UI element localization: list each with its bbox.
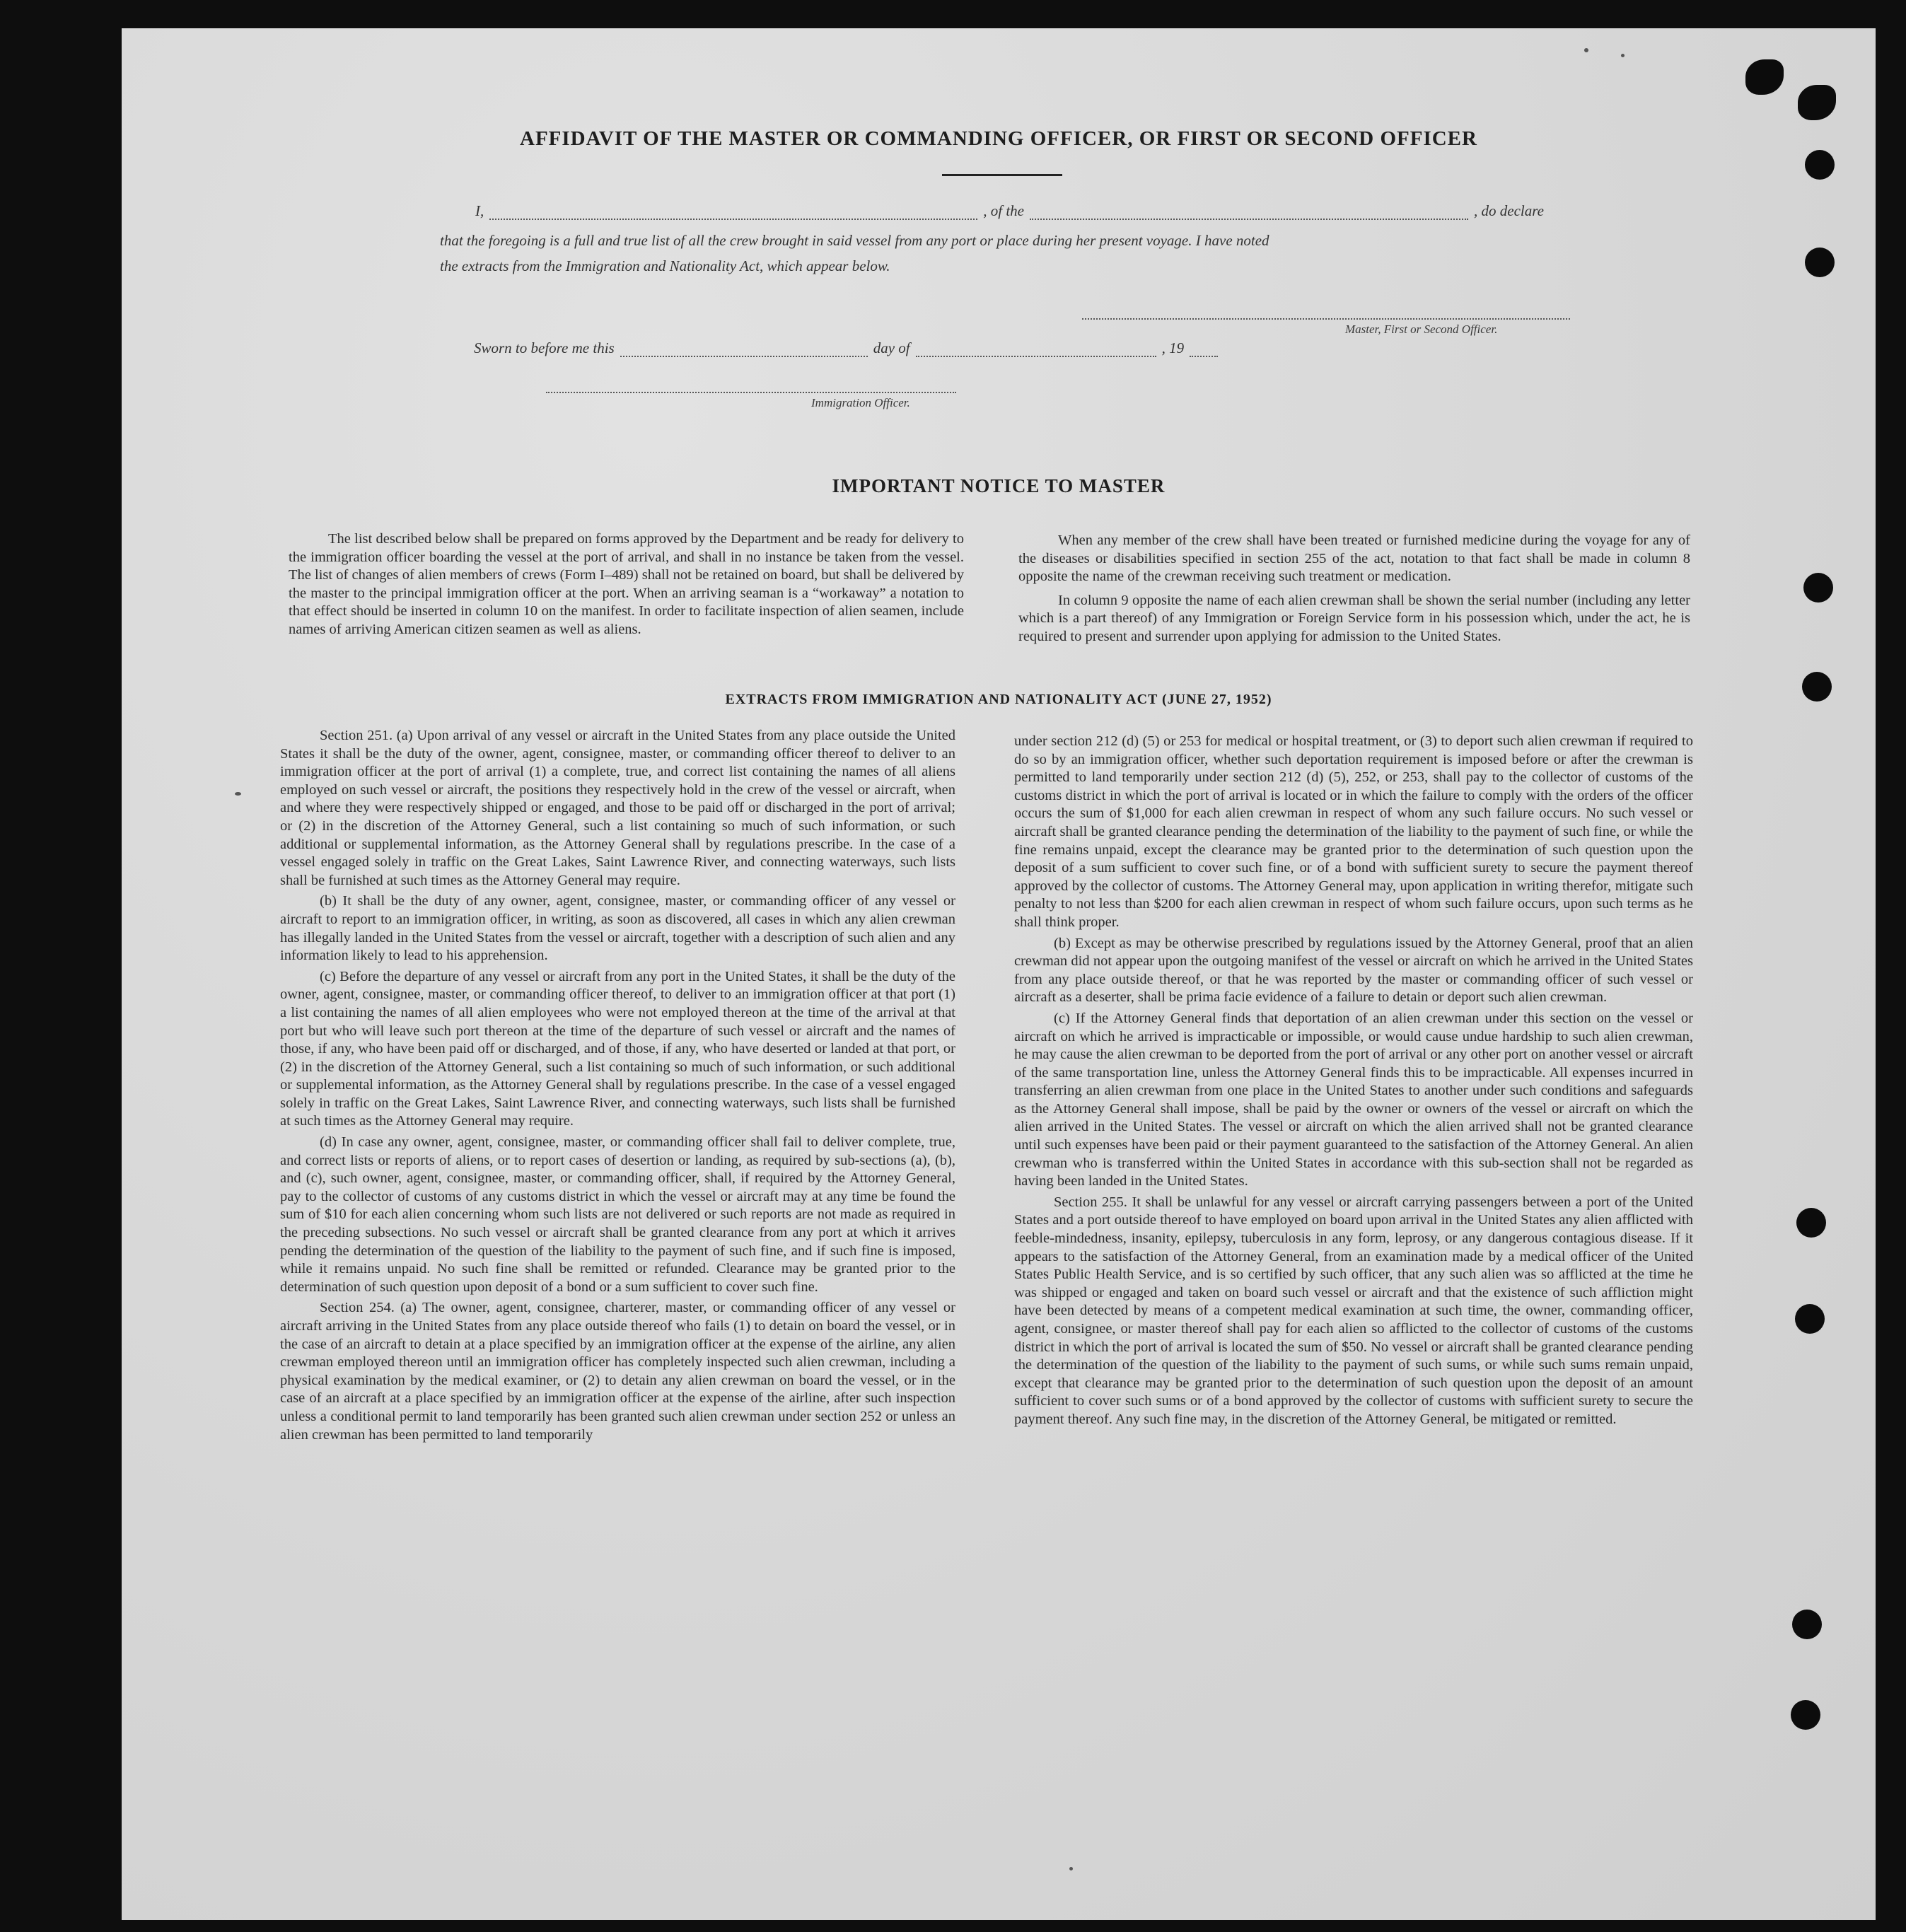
section-254a: Section 254. (a) The owner, agent, consignee, charterer, master, or commanding officer of any vessel or aircraft arriving in the United States from any place outside thereof who fails (1) to detain on board the vessel, or in the case of an aircraft to detain at a place specified by an immigration officer at the expense of the airline, any alien crewman employed thereon until an immigration officer has completely inspected such alien crewman, including a physical examination by the medical examiner, or (2) to detain any alien crewman on board the vessel, or in the case of an aircraft at a place specified by an immigration officer at the expense of the airline, after such inspection unless a conditional permit to land temporarily has been granted such alien crewman under section 252 or unless an alien crewman has been permitted to land temporarily <box>280 1300 955 1443</box>
i-label: I, <box>475 202 484 219</box>
sworn-day-field[interactable] <box>620 343 868 357</box>
sworn-line <box>474 339 1224 357</box>
section-254a-continued: under section 212 (d) (5) or 253 for medical or hospital treatment, or (3) to deport such alien crewman if required to do so by an immigration officer, whether such deportation requirement is imposed before or after the crewman is permitted to land temporarily under section 212 (d) (5), 252, or 253, shall pay to the collector of customs of the customs district in which the port of arrival is located or in which the failure to comply with the orders of the officer occurs the sum of $1,000 for each alien crewman in respect of whom any such failure occurs. No such vessel or aircraft shall be granted clearance pending the determination of the liability to the payment of such fine, or while the fine remains unpaid, except the clearance may be granted prior to the determination of such question upon the deposit of a sum sufficient to cover such fine, or of a bond with sufficient surety to secure the payment thereof approved by the collector of customs. The Attorney General may, upon application in writing therefor, mitigate such penalty to not less than $200 for each alien crewman in respect of whom such failure occurs, upon such terms as he shall think proper. <box>1014 733 1693 930</box>
title-underline <box>942 174 1062 176</box>
sworn-year-field[interactable] <box>1190 343 1218 357</box>
section-255: Section 255. It shall be unlawful for any vessel or aircraft carrying passengers between a port of the United States and a port outside thereof to have employed on board upon arrival in the United States any alien afflicted with feeble-mindedness, insanity, epilepsy, tuberculosis in any form, leprosy, or any dangerous contagious disease. If it appears to the satisfaction of the Attorney General, from an examination made by a medical officer of the United States Public Health Service, and is so certified by such officer, that any such alien was so afflicted at the time he was shipped or engaged and taken on board such vessel or aircraft and that the existence of such affliction might have been detected by means of a competent medical examination at such time, the owner, commanding officer, agent, consignee, or master thereof shall pay for each alien so afflicted to the collector of customs of the customs district in which the port of arrival is located the sum of $50. No vessel or aircraft shall be granted clearance pending the determination of the question of the liability to the payment of such sums, or while such sums remain unpaid, except that clearance may be granted prior to the determination of such question upon the deposit of an amount sufficient to cover such sums or of a bond approved by the collector of customs with sufficient surety to secure the payment thereof. Any such fine may, in the discretion of the Attorney General, be mitigated or remitted. <box>1014 1194 1693 1427</box>
document-page <box>122 28 1876 1920</box>
day-of-label: day of <box>873 339 910 356</box>
extracts-right-column <box>1014 733 1693 1432</box>
punch-hole <box>1796 1208 1826 1238</box>
declare-label: , do declare <box>1474 202 1544 219</box>
torn-corner-hole <box>1798 85 1836 120</box>
punch-hole <box>1792 1610 1822 1639</box>
scan-speck <box>1069 1867 1073 1870</box>
scan-speck <box>235 792 241 796</box>
master-signature-line[interactable] <box>1082 318 1570 320</box>
sworn-label: Sworn to before me this <box>474 339 615 356</box>
affidavit-statement-line-2: the extracts from the Immigration and Nationality Act, which appear below. <box>440 257 890 274</box>
punch-hole <box>1803 573 1833 603</box>
affidavit-title: AFFIDAVIT OF THE MASTER OR COMMANDING OFFICER, OR FIRST OR SECOND OFFICER <box>520 127 1477 150</box>
punch-hole <box>1795 1304 1825 1334</box>
notice-right-paragraph-2: In column 9 opposite the name of each alien crewman shall be shown the serial number (including any letter which is a part thereof) of any Immigration or Foreign Service form in his possession which, under the act, he is required to present and surrender upon applying for admission to the United States. <box>1018 592 1690 644</box>
affidavit-statement-line: that the foregoing is a full and true list of all the crew brought in said vessel from any port or place during her present voyage. I have noted <box>440 232 1269 249</box>
section-251b: (b) It shall be the duty of any owner, agent, consignee, master, or commanding officer of any vessel or aircraft to report to an immigration officer, in writing, as soon as discovered, all cases in which any alien crewman has illegally landed in the United States from the vessel or aircraft, together with a description of such alien and any information likely to lead to his apprehension. <box>280 893 955 964</box>
vessel-field[interactable] <box>1030 206 1468 220</box>
scan-speck <box>1584 48 1588 52</box>
immigration-officer-caption: Immigration Officer. <box>811 396 910 409</box>
notice-title: IMPORTANT NOTICE TO MASTER <box>832 475 1166 496</box>
section-254b: (b) Except as may be otherwise prescribed by regulations issued by the Attorney General, proof that an alien crewman did not appear upon the outgoing manifest of the vessel or aircraft on which he arrived in the United States from any place outside thereof, or that he was reported by the master or commanding officer of such vessel or aircraft as a deserter, shall be prima facie evidence of a failure to detain or deport such alien crewman. <box>1014 935 1693 1006</box>
of-the-label: , of the <box>983 202 1024 219</box>
section-251c: (c) Before the departure of any vessel or aircraft from any port in the United States, it shall be the duty of the owner, agent, consignee, master, or commanding officer thereof, to deliver to an immigration officer at that port (1) a list containing the names of all alien employees who were not employed thereon at the time of the arrival at that port but who will leave such port thereon at the time of the departure of such vessel or aircraft and the names of those, if any, who have been paid off or discharged, and of those, if any, who have deserted or landed at that port, or (2) in the discretion of the Attorney General, such a list containing so much of such information, or such additional or supplemental information, as the Attorney General shall by regulations prescribe. In the case of a vessel engaged solely in traffic on the Great Lakes, Saint Lawrence River, and connecting waterways, such lists shall be furnished at such times as the Attorney General may require. <box>280 968 955 1129</box>
name-field[interactable] <box>489 206 977 220</box>
sworn-month-field[interactable] <box>916 343 1156 357</box>
torn-corner-hole <box>1745 59 1784 95</box>
notice-right-paragraph-1: When any member of the crew shall have been treated or furnished medicine during the voyage for any of the diseases or disabilities specified in section 255 of the act, notation to that fact shall be made in column 8 opposite the name of the crewman receiving such treatment or medication. <box>1018 533 1690 585</box>
section-254c: (c) If the Attorney General finds that deportation of an alien crewman under this section on the vessel or aircraft on which he arrived is impracticable or impossible, or would cause undue hardship to such alien crewman, he may cause the alien crewman to be deported from the port of arrival or any other port on another vessel or aircraft of the same transportation line, unless the Attorney General finds this to be impracticable. All expenses incurred in transferring an alien crewman from one place in the United States to another under such conditions and safeguards as the Attorney General shall impose, shall be paid by the owner or owners of the vessel or aircraft on which the alien arrived in the United States. The vessel or aircraft on which the alien arrived shall not be granted clearance until such expenses have been paid or their payment guaranteed to the satisfaction of the Attorney General. An alien crewman who is transferred within the United States in accordance with this sub-section shall not be regarded as having been landed in the United States. <box>1014 1010 1693 1189</box>
year-label: , 19 <box>1161 339 1185 356</box>
section-251d: (d) In case any owner, agent, consignee, master, or commanding officer shall fail to deliver complete, true, and correct lists or reports of aliens, or to report cases of desertion or landing, as required by sub-sections (a), (b), and (c), such owner, agent, consignee, master, or commanding officer, shall, if required by the Attorney General, pay to the collector of customs of any customs district in which the vessel or aircraft may at any time be found the sum of $10 for each alien concerning whom such lists are not delivered or such reports are not made as required in the preceding subsections. No such vessel or aircraft shall be granted clearance from any port at which it arrives pending the determination of the question of the liability to the payment of such fine, and if such fine is imposed, while it remains unpaid. No such fine shall be remitted or refunded. Clearance may be granted prior to the determination of such question upon deposit of a bond or a sum sufficient to cover such fine. <box>280 1134 955 1295</box>
extracts-left-column <box>280 727 955 1447</box>
punch-hole <box>1805 150 1835 180</box>
section-251a: Section 251. (a) Upon arrival of any vessel or aircraft in the United States from any place outside the United States it shall be the duty of the owner, agent, consignee, master, or commanding officer thereof to deliver to an immigration officer at the port of arrival (1) a complete, true, and correct list containing the names of all aliens employed on such vessel or aircraft, the positions they respectively hold in the crew of the vessel or aircraft, when and where they were respectively shipped or engaged, and those to be paid off or discharged in the port of arrival; or (2) in the discretion of the Attorney General, such a list containing so much of such information, or such additional or supplemental information, as the Attorney General shall by regulations prescribe. In the case of a vessel engaged solely in traffic on the Great Lakes, Saint Lawrence River, and connecting waterways, such lists shall be furnished at such times as the Attorney General may require. <box>280 728 955 888</box>
extracts-title: EXTRACTS FROM IMMIGRATION AND NATIONALITY ACT (JUNE 27, 1952) <box>725 692 1272 707</box>
notice-right-column <box>1018 532 1690 649</box>
punch-hole <box>1791 1700 1820 1730</box>
notice-left-column <box>289 530 964 642</box>
immigration-officer-signature-line[interactable] <box>546 392 956 393</box>
notice-left-paragraph: The list described below shall be prepared on forms approved by the Department and be ready for delivery to the immigration officer boarding the vessel at the port of arrival, and shall in no instance be taken from the vessel. The list of changes of alien members of crews (Form I–489) shall not be retained on board, but shall be delivered by the master to the principal immigration officer at the port. When an arriving seaman is a “workaway” a notation to that effect should be inserted in column 10 on the manifest. In order to facilitate inspection of alien seamen, include names of arriving American citizen seamen as well as aliens. <box>289 531 964 637</box>
master-signature-caption: Master, First or Second Officer. <box>1345 322 1498 336</box>
punch-hole <box>1805 248 1835 277</box>
scan-speck <box>1621 54 1625 57</box>
affidavit-declaration-line <box>475 202 1544 220</box>
